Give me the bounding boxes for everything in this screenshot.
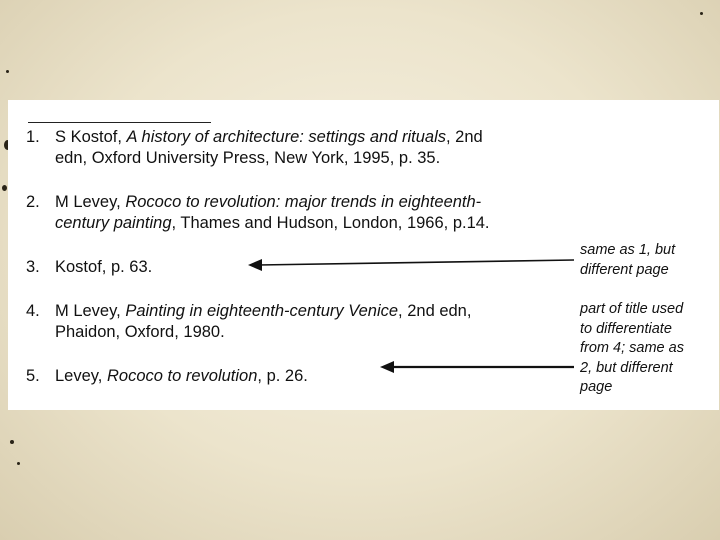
citation-text: M Levey,: [55, 302, 126, 320]
arrow-to-reference-3: [248, 259, 574, 271]
note-line: from 4; same as: [580, 340, 684, 356]
arrow-to-reference-5: [380, 361, 574, 373]
citation-text: , 2nd: [446, 128, 483, 146]
arrows-layer: [8, 100, 719, 410]
citation-text: edn, Oxford University Press, New York, 1995, p. 35.: [55, 149, 441, 167]
note-line: 2, but different: [580, 359, 673, 376]
citation-text: , Thames and Hudson, London, 1966, p.14.: [171, 214, 490, 232]
citation-text: Phaidon, Oxford, 1980.: [55, 323, 225, 341]
speck-decoration: [6, 70, 9, 73]
italic-title-text: century painting: [55, 214, 172, 232]
italic-title-text: Painting in eighteenth-century Venice: [125, 302, 399, 320]
citation-text: , 2nd edn,: [398, 302, 472, 320]
reference-number: 4.: [26, 302, 40, 320]
italic-title-text: A history of architecture: settings and rituals: [126, 128, 447, 146]
note-line: page: [580, 379, 613, 395]
speck-decoration: [2, 185, 7, 191]
note-line: different page: [580, 261, 669, 278]
note-line: to differentiate: [580, 320, 672, 337]
citation-text: , p. 26.: [257, 367, 308, 385]
citation-text: Kostof, p. 63.: [55, 258, 153, 276]
reference-number: 3.: [26, 258, 40, 276]
citation-text: S Kostof,: [55, 128, 127, 146]
italic-title-text: Rococo to revolution: major trends in eighteenth-: [125, 193, 482, 211]
speck-decoration: [10, 440, 14, 444]
note-line: same as 1, but: [580, 242, 676, 258]
italic-title-text: Rococo to revolution: [106, 367, 258, 385]
speck-decoration: [700, 12, 703, 15]
reference-number: 1.: [26, 128, 40, 146]
reference-number: 5.: [26, 367, 40, 385]
references-card: [8, 100, 719, 410]
citation-text: Levey,: [55, 367, 107, 385]
reference-number: 2.: [26, 193, 40, 211]
note-line: part of title used: [580, 301, 684, 317]
speck-decoration: [17, 462, 20, 465]
citation-text: M Levey,: [55, 193, 126, 211]
